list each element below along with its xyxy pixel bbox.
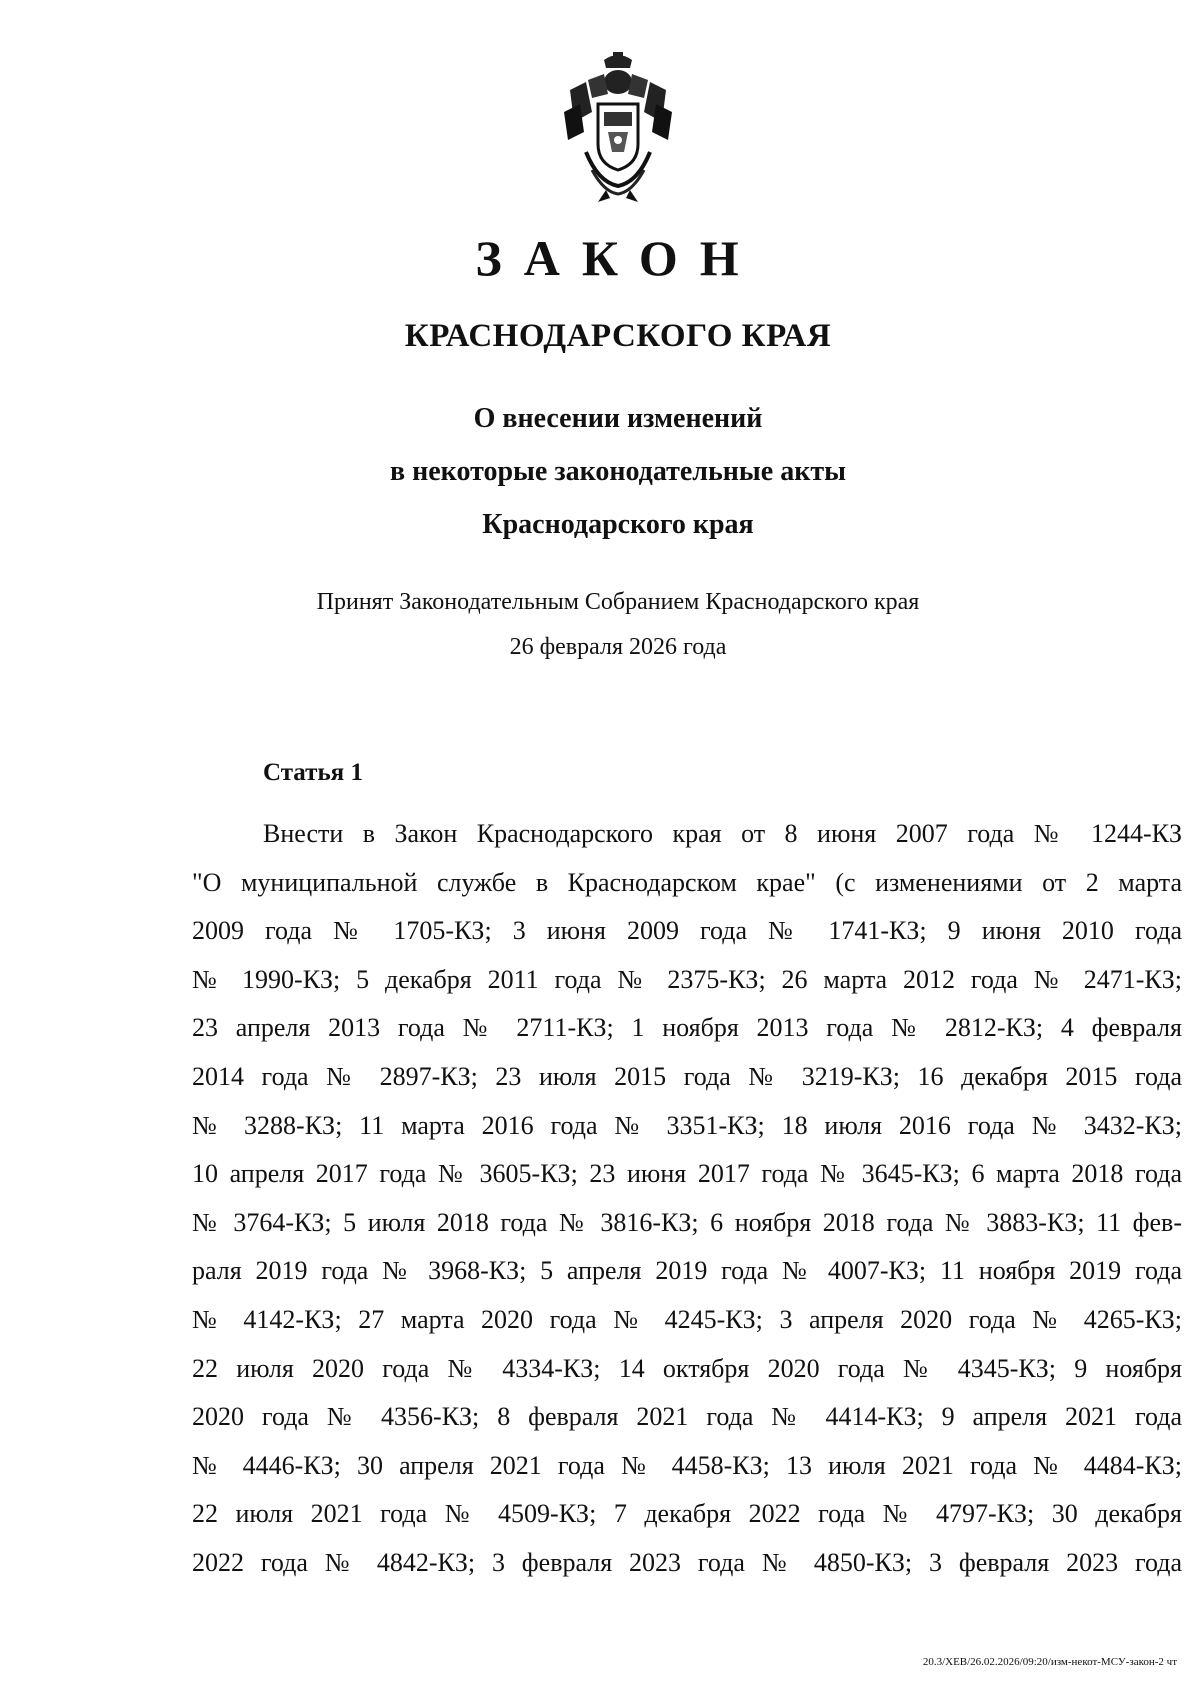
body-line: раля 2019 года № 3968-КЗ; 5 апреля 2019 года № 4007-КЗ; 11 ноября 2019 года (192, 1256, 1182, 1286)
subject-line: в некоторые законодательные акты (390, 456, 846, 487)
body-line: 22 июля 2021 года № 4509-КЗ; 7 декабря 2022 года № 4797-КЗ; 30 декабря (192, 1499, 1182, 1529)
body-line: 2009 года № 1705-КЗ; 3 июня 2009 года № 1741-КЗ; 9 июня 2010 года (192, 916, 1182, 946)
body-line: 23 апреля 2013 года № 2711-КЗ; 1 ноября 2013 года № 2812-КЗ; 4 февраля (192, 1013, 1182, 1043)
subject-line: Краснодарского края (482, 509, 754, 540)
body-line: 10 апреля 2017 года № 3605-КЗ; 23 июня 2017 года № 3645-КЗ; 6 марта 2018 года (192, 1159, 1182, 1189)
body-line: № 3764-КЗ; 5 июля 2018 года № 3816-КЗ; 6 ноября 2018 года № 3883-КЗ; 11 фев- (192, 1207, 1182, 1237)
coat-of-arms-icon (558, 52, 678, 202)
body-line: № 4142-КЗ; 27 марта 2020 года № 4245-КЗ; 3 апреля 2020 года № 4265-КЗ; (192, 1304, 1182, 1334)
adoption-date: 26 февраля 2026 года (509, 634, 727, 660)
adoption-line: Принят Законодательным Собранием Краснодарского края (316, 589, 920, 615)
subject-line: О внесении изменений (473, 403, 763, 434)
law-subject (0, 392, 1200, 551)
body-line: № 3288-КЗ; 11 марта 2016 года № 3351-КЗ; 18 июля 2016 года № 3432-КЗ; (192, 1110, 1182, 1140)
law-title: ЗАКОН (475, 230, 761, 286)
body-line: 22 июля 2020 года № 4334-КЗ; 14 октября 2020 года № 4345-КЗ; 9 ноября (192, 1353, 1182, 1383)
adoption-note (0, 580, 1200, 670)
article-heading: Статья 1 (263, 759, 363, 786)
body-line: "О муниципальной службе в Краснодарском крае" (с изменениями от 2 марта (192, 867, 1182, 897)
article-body (192, 810, 1182, 1588)
body-line: № 4446-КЗ; 30 апреля 2021 года № 4458-КЗ; 13 июля 2021 года № 4484-КЗ; (192, 1450, 1182, 1480)
body-line: 2020 года № 4356-КЗ; 8 февраля 2021 года № 4414-КЗ; 9 апреля 2021 года (192, 1402, 1182, 1432)
region-title: КРАСНОДАРСКОГО КРАЯ (404, 318, 832, 354)
body-line: 2022 года № 4842-КЗ; 3 февраля 2023 года № 4850-КЗ; 3 февраля 2023 года (192, 1547, 1182, 1577)
body-line: № 1990-КЗ; 5 декабря 2011 года № 2375-КЗ; 26 марта 2012 года № 2471-КЗ; (192, 964, 1182, 994)
body-line: 2014 года № 2897-КЗ; 23 июля 2015 года № 3219-КЗ; 16 декабря 2015 года (192, 1061, 1182, 1091)
body-line: Внести в Закон Краснодарского края от 8 июня 2007 года № 1244-КЗ (263, 819, 1182, 848)
document-code: 20.3/ХЕВ/26.02.2026/09:20/изм-некот-МСУ-закон-2 чт (922, 1656, 1177, 1668)
